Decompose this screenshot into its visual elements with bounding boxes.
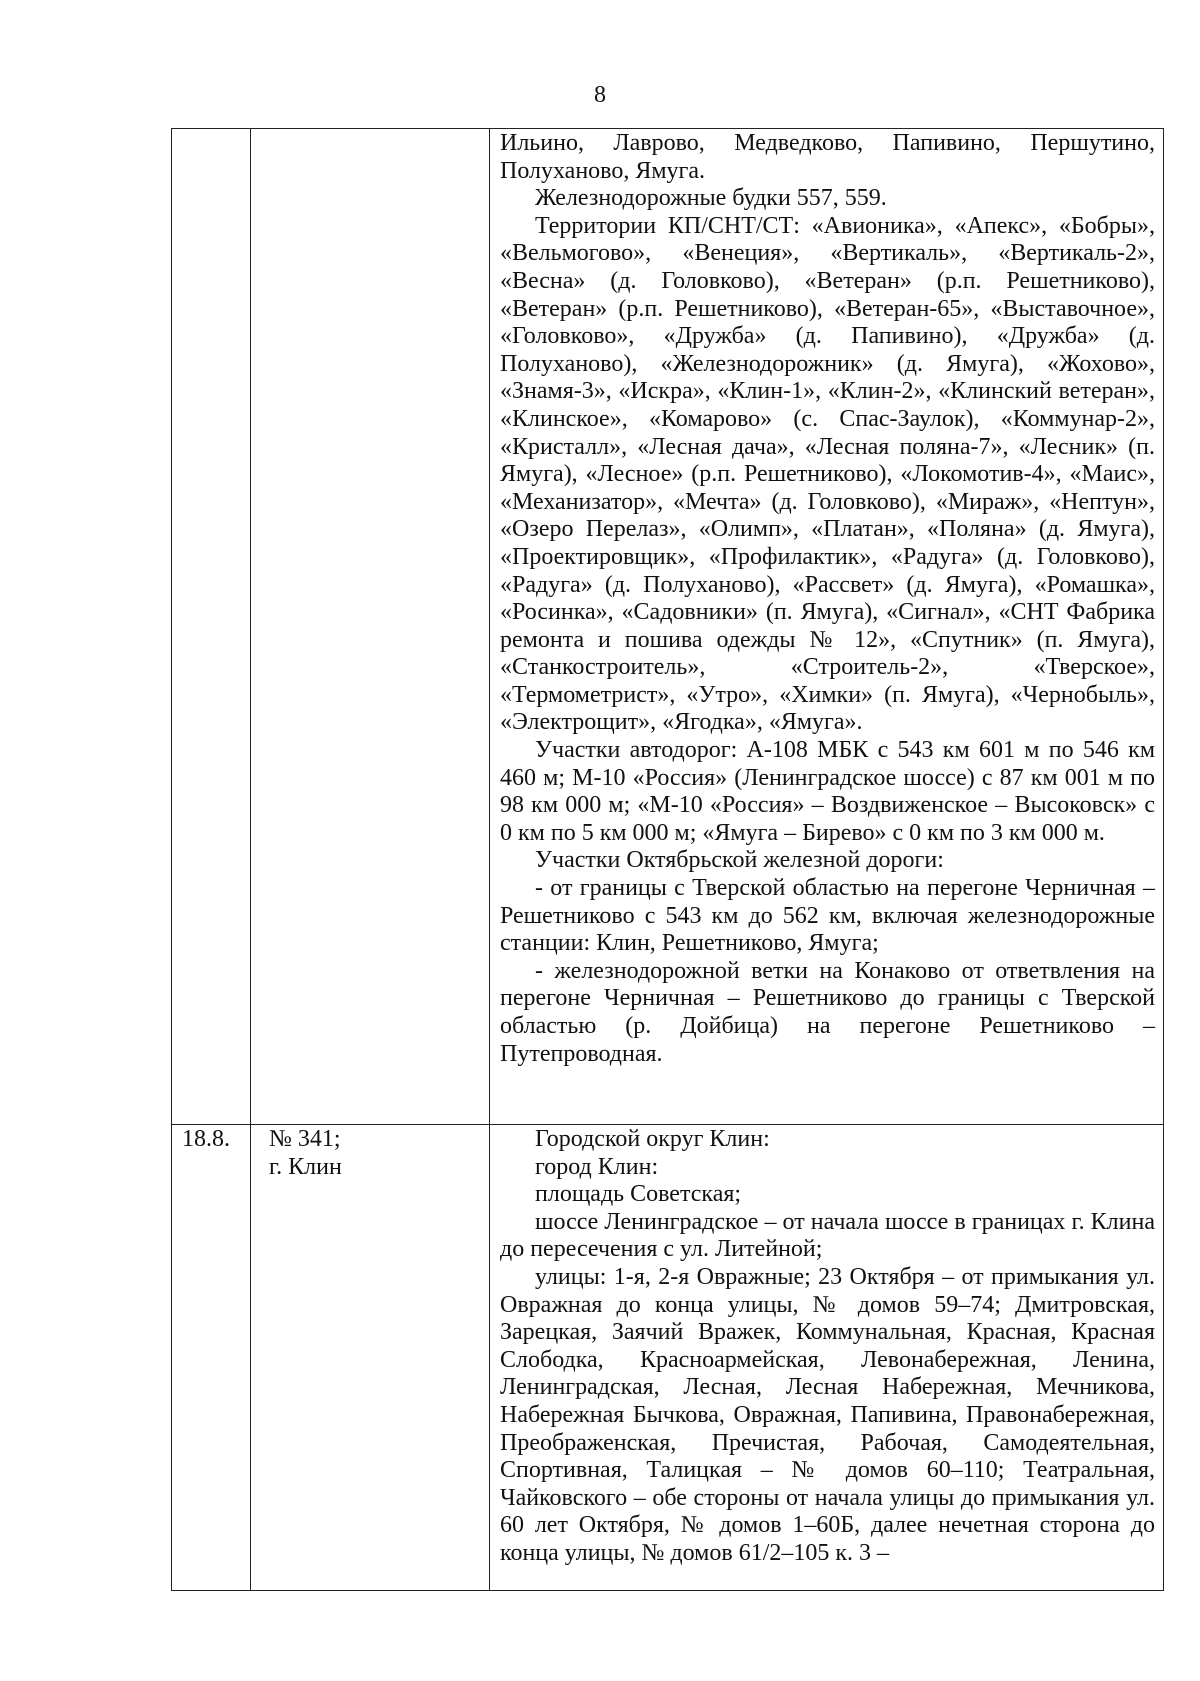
location-city: г. Клин	[269, 1153, 342, 1180]
paragraph: улицы: 1-я, 2-я Овражные; 23 Октября – от примыкания ул. Овражная до конца улицы, № домов 59–74; Дмитровская, Зарецкая, Заячий Вражек, Коммунальная, Красная, Красная Слободка, Красноармейская, Левонабережная, Ленина, Ленинградская, Лесная, Лесная Набережная, Мечникова, Набережная Бычкова, Овражная, Папивина, Правонабережная, Преображенская, Пречистая, Рабочая, Самодеятельная, Спортивная, Талицкая – № домов 60–110; Театральная, Чайковского – обе стороны от начала улицы до примыкания ул. 60 лет Октября, № домов 1–60Б, далее нечетная сторона до конца улицы, № домов 61/2–105 к. 3 –	[500, 1263, 1155, 1566]
table-row	[172, 129, 1164, 1125]
paragraph: шоссе Ленинградское – от начала шоссе в границах г. Клина до пересечения с ул. Литейной;	[500, 1208, 1155, 1263]
document-table	[171, 128, 1164, 1591]
paragraph: город Клин:	[535, 1153, 659, 1180]
paragraph: Городской округ Клин:	[535, 1126, 770, 1152]
paragraph: Железнодорожные будки 557, 559.	[535, 185, 887, 212]
page-number: 8	[594, 82, 606, 108]
location-code: № 341;	[269, 1126, 341, 1152]
paragraph: площадь Советская;	[535, 1181, 742, 1208]
paragraph: Территории КП/СНТ/СТ: «Авионика», «Апекс», «Бобры», «Вельмогово», «Венеция», «Вертикаль», «Вертикаль-2», «Весна» (д. Головково), «Ветеран» (р.п. Решетниково), «Ветеран» (р.п. Решетниково), «Ветеран-65», «Выставочное», «Головково», «Дружба» (д. Папивино), «Дружба» (д. Полуханово), «Железнодорожник» (д. Ямуга), «Жохово», «Знамя-3», «Искра», «Клин-1», «Клин-2», «Клинский ветеран», «Клинское», «Комарово» (с. Спас-Заулок), «Коммунар-2», «Кристалл», «Лесная дача», «Лесная поляна-7», «Лесник» (п. Ямуга), «Лесное» (р.п. Решетниково), «Локомотив-4», «Маис», «Механизатор», «Мечта» (д. Головково), «Мираж», «Нептун», «Озеро Перелаз», «Олимп», «Платан», «Поляна» (д. Ямуга), «Проектировщик», «Профилактик», «Радуга» (д. Головково), «Радуга» (д. Полуханово), «Рассвет» (д. Ямуга), «Ромашка», «Росинка», «Садовники» (п. Ямуга), «Сигнал», «СНТ Фабрика ремонта и пошива одежды № 12», «Спутник» (п. Ямуга), «Станкостроитель», «Строитель-2», «Тверское», «Термометрист», «Утро», «Химки» (п. Ямуга), «Чернобыль», «Электрощит», «Ягодка», «Ямуга».	[500, 212, 1155, 736]
row-location-cell	[251, 1125, 490, 1591]
row-location-cell	[251, 129, 490, 1125]
row-number-cell: 18.8.	[172, 1125, 251, 1591]
row-number-cell	[172, 129, 251, 1125]
paragraph: Участки Октябрьской железной дороги:	[535, 847, 944, 874]
paragraph: - железнодорожной ветки на Конаково от ответвления на перегоне Черничная – Решетниково до границы с Тверской областью (р. Дойбица) на перегоне Решетниково – Путепроводная.	[500, 957, 1155, 1067]
paragraph: - от границы с Тверской областью на перегоне Черничная – Решетниково с 543 км до 562 км, включая железнодорожные станции: Клин, Решетниково, Ямуга;	[500, 875, 1155, 957]
table-row	[172, 1125, 1164, 1591]
paragraph: Ильино, Лаврово, Медведково, Папивино, Першутино, Полуханово, Ямуга.	[500, 130, 1155, 184]
paragraph: Участки автодорог: А-108 МБК с 543 км 601 м по 546 км 460 м; М-10 «Россия» (Ленинградское шоссе) с 87 км 001 м по 98 км 000 м; «М-10 «Россия» – Воздвиженское – Высоковск» с 0 км по 5 км 000 м; «Ямуга – Бирево» с 0 км по 3 км 000 м.	[500, 737, 1155, 846]
row-description-cell	[490, 129, 1164, 1125]
row-description-cell	[490, 1125, 1164, 1591]
